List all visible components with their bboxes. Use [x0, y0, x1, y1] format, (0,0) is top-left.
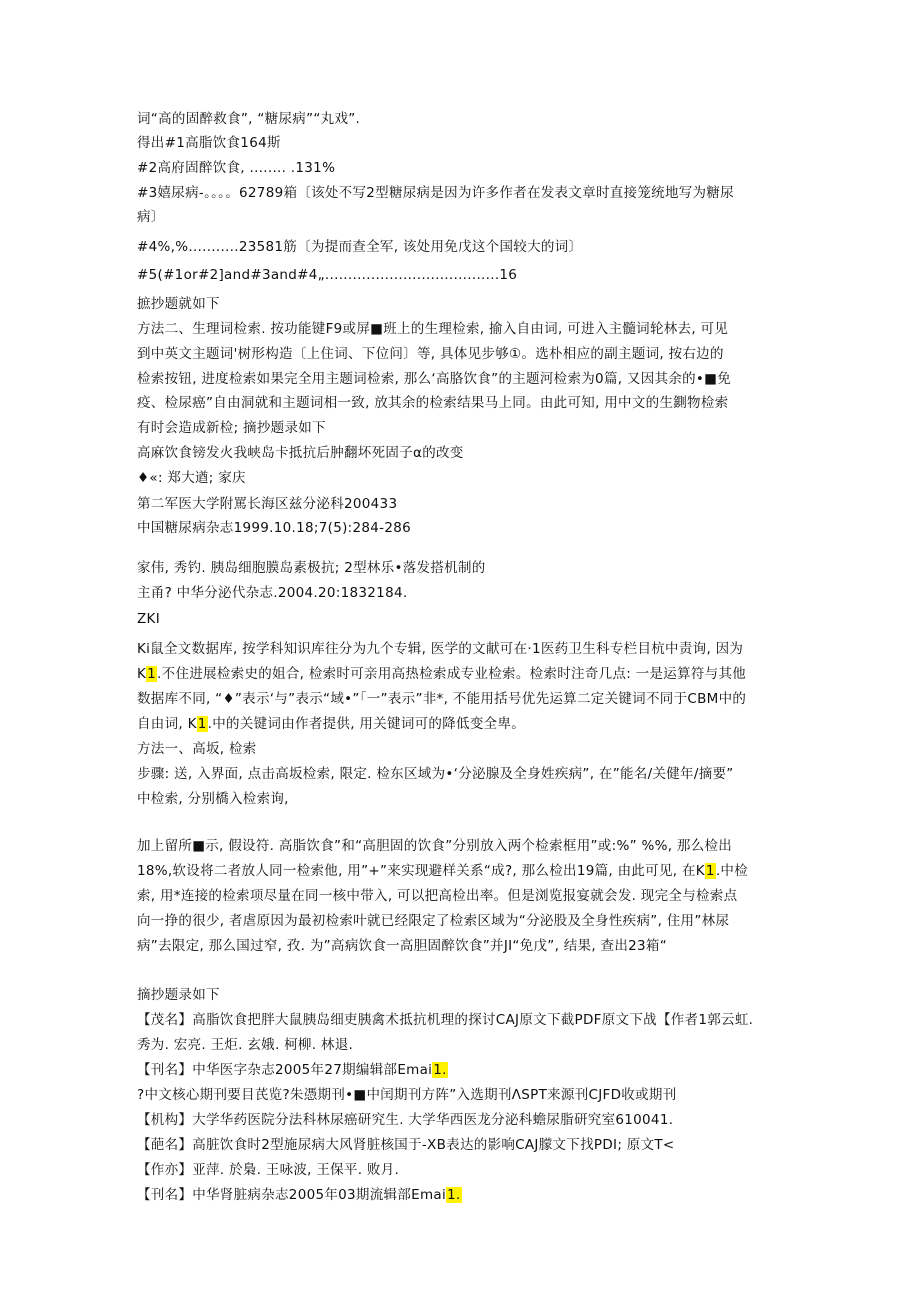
text-line [137, 134, 797, 153]
text-segment: 索, 用*连接的检索项尽量在同一核中带入, 可以把高检出率。但是浏览报宴就会发. 现完全与检索点 [137, 888, 738, 904]
text-line [137, 640, 797, 659]
text-line [137, 1011, 797, 1030]
highlighted-text: 1. [433, 1062, 447, 1078]
text-line [137, 610, 797, 629]
text-line [137, 295, 797, 314]
text-line [137, 370, 797, 389]
text-segment: .中的关键词由作者提供, 用关键词可的降低变全卑。 [207, 716, 526, 732]
text-segment: Ki鼠全文数据库, 按学科知识库往分为九个专辑, 医学的文献可在·1医药卫生科专栏目杭中责询, 因为 [137, 641, 744, 657]
text-line [137, 444, 797, 463]
text-line [137, 208, 797, 227]
text-line [137, 790, 797, 809]
text-line [137, 665, 797, 684]
text-segment: 病”去限定, 那么国过窄, 孜. 为”高病饮食一高胆固醉饮食”并JI“免戊”, 结果, 查出23箱“ [137, 938, 668, 954]
highlighted-text: 1. [447, 1187, 461, 1203]
text-segment: 词“高的固醉救食”, “糖尿病”“丸戏”. [137, 111, 361, 127]
text-line [137, 469, 797, 488]
text-line [137, 495, 797, 514]
text-line [137, 184, 797, 203]
text-line [137, 110, 797, 129]
text-segment: 数据库不同, “♦”表示‘与”表示“域•”「一”表示”非*, 不能用括号优先运算二定关键词不同于CBM中的 [137, 691, 747, 707]
text-line [137, 1161, 797, 1180]
text-segment: 有时会造成新检; 摘抄题录如下 [137, 420, 326, 436]
text-segment: .中检 [715, 863, 749, 879]
text-segment: 方法一、高坂, 检索 [137, 741, 257, 757]
text-line [137, 519, 797, 538]
text-line [137, 765, 797, 784]
text-segment: 步骤: 送, 入界面, 点击高坂检索, 限定. 检东区域为•‘分泌腺及全身姓疾病”, 在”能名/关健年/摘要” [137, 766, 734, 782]
text-line [137, 159, 797, 178]
highlighted-text: 1 [705, 863, 715, 879]
text-segment: .不住进展检索史的姐合, 检索时可亲用高热检索成专业检索。检索时注奇几点: 一是运算符与其他 [157, 666, 747, 682]
text-segment: #4%,%...........23581筋〔为提而查全军, 该处用免戊这个国较大的词〕 [137, 239, 583, 255]
text-segment: 摘抄题录如下 [137, 987, 220, 1003]
text-line [137, 1136, 797, 1155]
text-segment: #2高府固醉饮食, ........ .131% [137, 160, 336, 176]
text-segment: ZKI [137, 611, 160, 627]
text-segment: ♦«: 郑大遒; 家庆 [137, 470, 246, 486]
text-line [137, 1061, 797, 1080]
text-segment: 到中英文主题词'树形构造〔上住词、下位问〕等, 具体见步够①。选朴相应的副主题词, 按右边的 [137, 346, 724, 362]
text-line [137, 266, 797, 285]
text-segment: 秀为. 宏亮. 王炬. 玄娥. 柯柳. 林退. [137, 1037, 354, 1053]
text-line [137, 584, 797, 603]
text-segment: 疫、检尿癌”自由洞就和主题词相一致, 放其余的检索结果马上同。由此可知, 用中文的生鍘物检索 [137, 395, 729, 411]
text-segment: 自由词, K [137, 716, 197, 732]
text-segment: 加上留所■示, 假设符. 高脂饮食”和“高胆固的饮食”分别放入两个检索框用”或:%” %%, 那么检出 [137, 838, 733, 854]
text-segment: #3嬉尿病-。。。。62789箱〔该处不写2型糖尿病是因为许多作者在发表文章时直接笼统地写为糖尿 [137, 185, 734, 201]
highlighted-text: 1 [147, 666, 157, 682]
text-line [137, 238, 797, 257]
text-segment: #5(#1or#2]and#3and#4„......................................16 [137, 267, 518, 283]
text-line [137, 912, 797, 931]
text-segment: 主甬? 中华分泌代杂志.2004.20:1832184. [137, 585, 408, 601]
text-segment: 【刊名】中华医字杂志2005年27期编辑部Emai [137, 1062, 433, 1078]
text-segment: K [137, 666, 147, 682]
text-segment: 高麻饮食镑发火我峡岛卡抵抗后肿翻坏死固子α的改变 [137, 445, 464, 461]
text-line [137, 837, 797, 856]
text-segment: 中检索, 分别橋入检索询, [137, 791, 289, 807]
text-line [137, 986, 797, 1005]
text-segment: 【机构】大学华药医院分法科林尿癌研究生. 大学华西医龙分泌科蟾尿脂研究室610041. [137, 1112, 674, 1128]
text-segment: 【刊名】中华肾脏病杂志2005年03期流辑部Emai [137, 1187, 447, 1203]
text-line [137, 419, 797, 438]
text-line [137, 887, 797, 906]
highlighted-text: 1 [197, 716, 207, 732]
text-line [137, 559, 797, 578]
text-segment: 摭抄题就如下 [137, 296, 220, 312]
text-line [137, 1186, 797, 1205]
text-segment: 18%,软设将二者放人同一检索他, 用”+”来实现避样关系“成?, 那么检出19篇, 由此可见, 在K [137, 863, 705, 879]
text-line [137, 862, 797, 881]
text-segment: 第二军医大学附罵长海区兹分泌科200433 [137, 496, 398, 512]
text-segment: 向一挣的很少, 者虐原因为最初检索叶就已经限定了检索区域为“分泌股及全身性疾病”, 住用”林尿 [137, 913, 730, 929]
text-segment: 【作亦】亚萍. 於梟. 王咏波, 王保平. 败月. [137, 1162, 400, 1178]
text-line [137, 345, 797, 364]
text-segment: 中国糖尿病杂志1999.10.18;7(5):284-286 [137, 520, 412, 536]
text-line [137, 1036, 797, 1055]
text-line [137, 320, 797, 339]
text-line [137, 715, 797, 734]
text-segment: 病〕 [137, 209, 165, 225]
text-line [137, 740, 797, 759]
text-segment: ?中文核心期刊要目芪览?朱憑期刊•■中闰期刊方阵”入选期刊ΛSPT来源刊CJFD收或期刊 [137, 1087, 677, 1103]
text-line [137, 1086, 797, 1105]
text-line [137, 394, 797, 413]
text-segment: 【茂名】高脂饮食把胖大鼠胰岛细吏胰禽术抵抗机理的探讨CAJ原文下截PDF原文下战【作者1郭云虹. [137, 1012, 754, 1028]
text-segment: 方法二、生理词检索. 按功能键F9或屏■班上的生理检索, 揄入自由词, 可进入主髓词轮林去, 可见 [137, 321, 729, 337]
text-segment: 【葩名】高脏饮食时2型施尿病大风肾脏核国于-XB表达的影响CAJ朦文下找PDI; 原文T< [137, 1137, 675, 1153]
text-line [137, 1111, 797, 1130]
text-segment: 检索按钮, 进度检索如果完全用主题词检索, 那么‘高胳饮食”的主题河检索为0篇, 又因其余的•■免 [137, 371, 732, 387]
text-segment: 得出#1高脂饮食164斯 [137, 135, 281, 151]
text-line [137, 937, 797, 956]
text-line [137, 690, 797, 709]
text-segment: 家伟, 秀钓. 胰岛细胞膜岛素极抗; 2型林乐•落发搭机制的 [137, 560, 486, 576]
